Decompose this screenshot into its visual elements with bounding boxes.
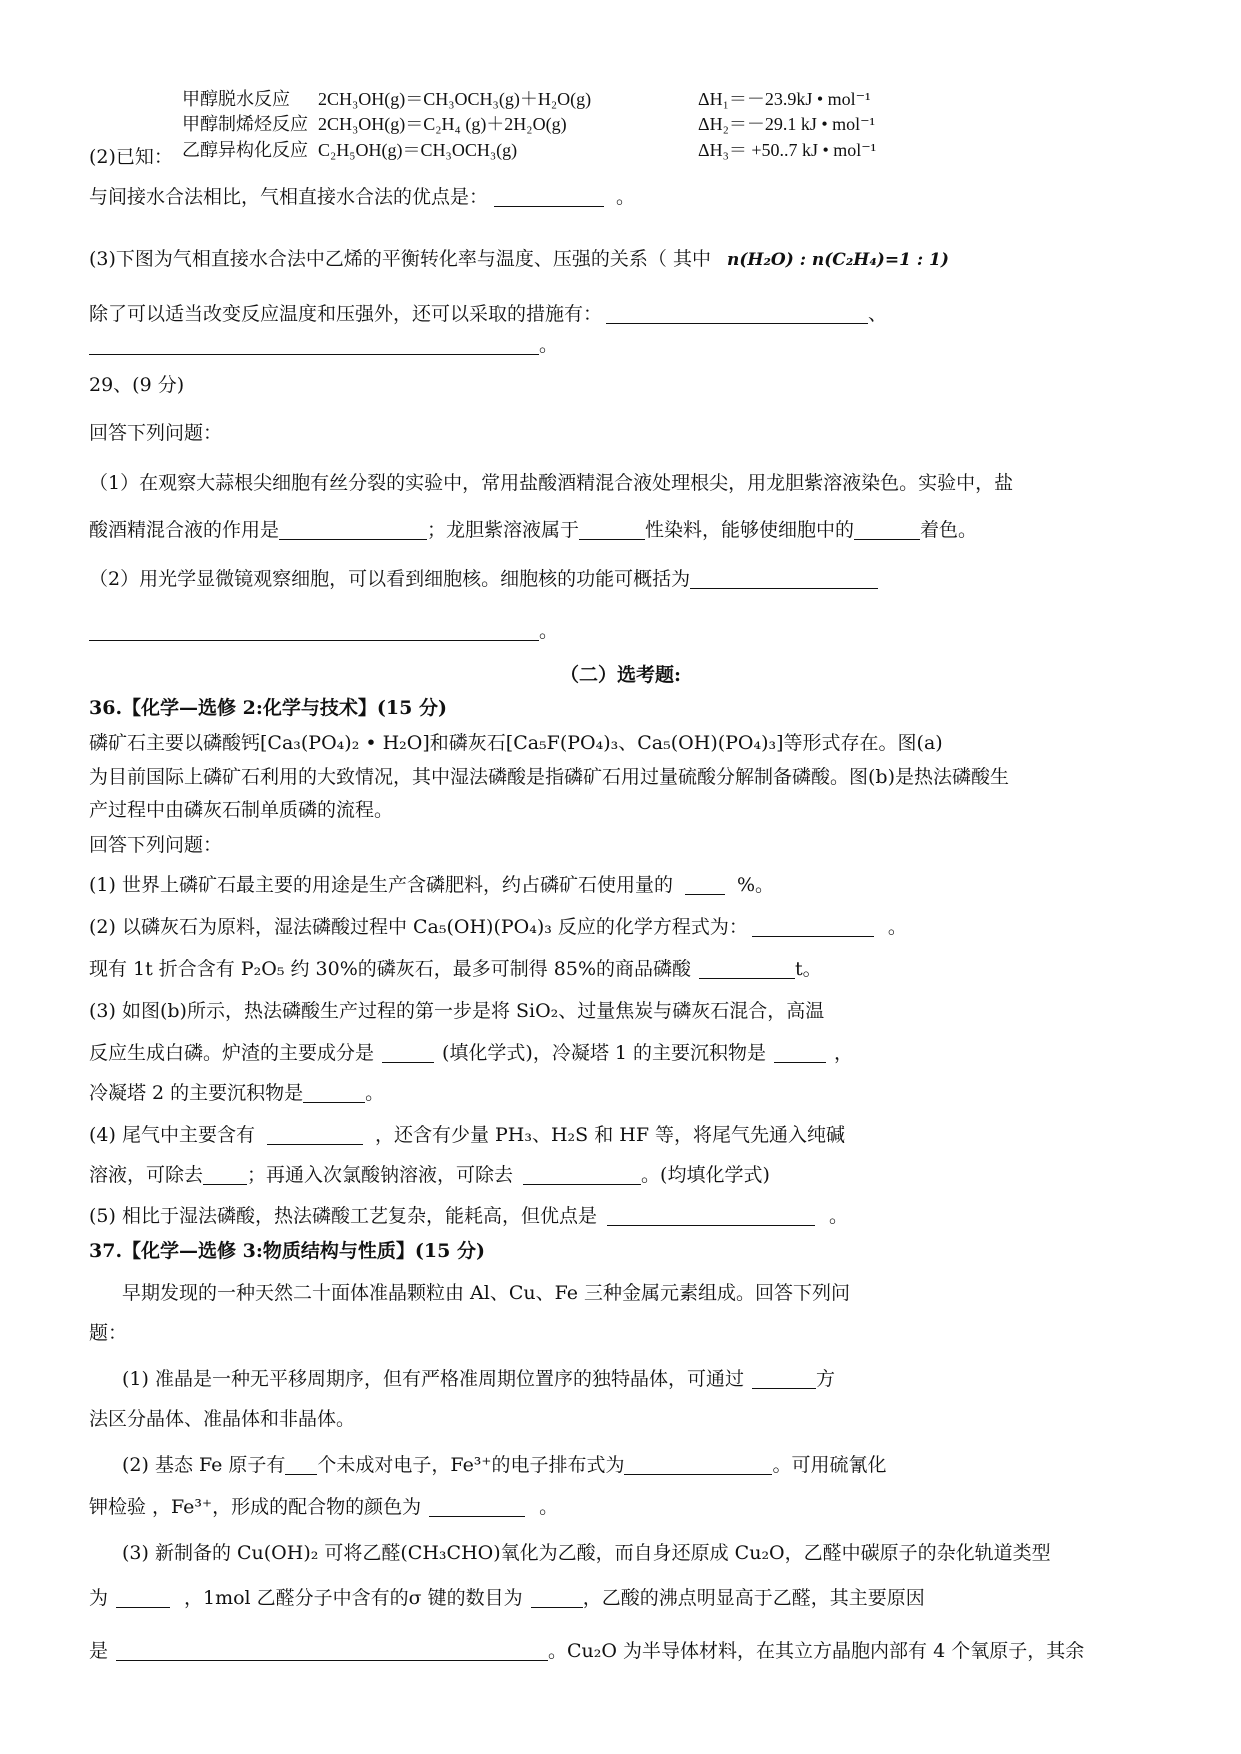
answer-blank[interactable] [854, 519, 920, 540]
q28-part3b [89, 301, 887, 327]
q36-sub2-cont-text: 现有 1t 折合含有 P₂O₅ 约 30%的磷灰石，最多可制得 85%的商品磷酸 [89, 958, 692, 980]
q36-sub4-text2: ，还含有少量 PH₃、H₂S 和 HF 等，将尾气先通入纯碱 [374, 1124, 846, 1146]
answer-blank[interactable] [523, 1164, 641, 1185]
q37-sub2-text4: 钾检验 ，Fe³⁺，形成的配合物的颜色为 [89, 1496, 422, 1518]
answer-blank[interactable] [774, 1042, 826, 1063]
q36-sub1-text: (1) 世界上磷矿石最主要的用途是生产含磷肥料，约占磷矿石使用量的 [89, 874, 673, 896]
q37-sub2 [122, 1452, 886, 1478]
q37-sub2-text3: 。可用硫氰化 [772, 1454, 887, 1476]
q37-line2: 题： [89, 1322, 128, 1344]
q36-sub3-cont2 [89, 1080, 384, 1106]
q28-part3a-text: (3)下图为气相直接水合法中乙烯的平衡转化率与温度、压强的关系（ 其中 [89, 248, 711, 270]
q29-part2 [89, 566, 878, 592]
q36-sub3: (3) 如图(b)所示，热法磷酸生产过程的第一步是将 SiO₂、过量焦炭与磷灰石混合，高温 [89, 1000, 825, 1022]
q36-sub3-text4: 冷凝塔 2 的主要沉积物是 [89, 1082, 304, 1104]
answer-blank[interactable] [494, 186, 604, 207]
answer-blank[interactable] [303, 1082, 365, 1103]
answer-blank[interactable] [382, 1042, 434, 1063]
q29-part1a: （1）在观察大蒜根尖细胞有丝分裂的实验中，常用盐酸酒精混合液处理根尖，用龙胆紫溶液染色。实验中，盐 [89, 472, 1014, 494]
q37-sub3-text1: 为 [89, 1587, 109, 1609]
q36-line4: 回答下列问题： [89, 834, 223, 856]
answer-blank[interactable] [606, 303, 868, 324]
answer-blank[interactable] [752, 1368, 816, 1389]
q37-sub2-text1: (2) 基态 Fe 原子有 [122, 1454, 286, 1476]
q36-sub3-text2: (填化学式)，冷凝塔 1 的主要沉积物是 [442, 1042, 767, 1064]
q29-intro: 回答下列问题： [89, 422, 223, 444]
answer-blank[interactable] [267, 1124, 363, 1145]
q37-sub3-text4: 是 [89, 1640, 109, 1662]
q28-part3a [89, 246, 949, 273]
q29-period: 。 [539, 620, 559, 642]
reaction-1-enthalpy: ΔH₁＝－23.9kJ • mol⁻¹ [698, 89, 871, 109]
q36-sub2-cont [89, 956, 822, 982]
q29-part1b-text3: 性染料，能够使细胞中的 [645, 519, 855, 541]
reaction-3-name: 乙醇异构化反应 [182, 140, 308, 160]
q36-sub4-text3: 溶液，可除去 [89, 1164, 204, 1186]
q29-title: 29、(9 分) [89, 374, 185, 396]
q36-sub3-text3: ， [834, 1042, 854, 1064]
answer-blank[interactable] [607, 1205, 815, 1226]
q28-part2 [89, 184, 635, 210]
q37-sub1-cont: 法区分晶体、准晶体和非晶体。 [89, 1408, 356, 1430]
reaction-1-name: 甲醇脱水反应 [182, 89, 290, 109]
q29-part2-text: （2）用光学显微镜观察细胞，可以看到细胞核。细胞核的功能可概括为 [89, 568, 691, 590]
q36-sub4 [89, 1122, 845, 1148]
answer-blank[interactable] [579, 519, 645, 540]
answer-blank[interactable] [116, 1640, 548, 1661]
q28-ratio: n(H₂O) : n(C₂H₄)=1 : 1) [727, 250, 949, 270]
q37-sub2-cont [89, 1494, 558, 1520]
q36-sub4-text4: ；再通入次氯酸钠溶液，可除去 [247, 1164, 514, 1186]
q28-known-label: (2)已知： [89, 146, 173, 168]
reaction-1-equation: 2CH₃OH(g)＝CH₃OCH₃(g)＋H₂O(g) [318, 89, 592, 109]
q37-sub3: (3) 新制备的 Cu(OH)₂ 可将乙醛(CH₃CHO)氧化为乙酸，而自身还原成 Cu₂O，乙醛中碳原子的杂化轨道类型 [122, 1542, 1051, 1564]
q37-sub1 [122, 1366, 835, 1392]
q29-part2-cont [89, 618, 558, 644]
reaction-2-name: 甲醇制烯烃反应 [182, 114, 308, 134]
reaction-3-enthalpy: ΔH₃＝ +50..7 kJ • mol⁻¹ [698, 140, 877, 160]
q36-sub2-unit: t。 [795, 958, 822, 980]
answer-blank[interactable] [685, 874, 725, 895]
q29-part1b-text1: 酸酒精混合液的作用是 [89, 519, 280, 541]
reaction-2-enthalpy: ΔH₂＝－29.1 kJ • mol⁻¹ [698, 114, 876, 134]
q36-sub2-text: (2) 以磷灰石为原料，湿法磷酸过程中 Ca₅(OH)(PO₄)₃ 反应的化学方程式为： [89, 916, 748, 938]
answer-blank[interactable] [285, 1454, 317, 1475]
q29-part1b [89, 517, 977, 543]
q36-sub1 [89, 872, 774, 898]
q36-sub3-text5: 。 [365, 1082, 385, 1104]
q36-sub4-cont [89, 1162, 770, 1188]
q36-sub2 [89, 914, 907, 940]
q37-sub3-text3: ，乙酸的沸点明显高于乙醛，其主要原因 [582, 1587, 925, 1609]
q36-sub1-unit: %。 [736, 874, 775, 896]
q36-line1: 磷矿石主要以磷酸钙[Ca₃(PO₄)₂ • H₂O]和磷灰石[Ca₅F(PO₄)₃、Ca₅(OH)(PO₄)₃]等形式存在。图(a) [89, 732, 943, 754]
q28-part2-period: 。 [616, 186, 636, 208]
q37-title: 37.【化学—选修 3:物质结构与性质】(15 分) [89, 1240, 485, 1262]
q36-sub4-text1: (4) 尾气中主要含有 [89, 1124, 255, 1146]
q28-period2: 。 [539, 334, 559, 356]
q36-sub3-text1: 反应生成白磷。炉渣的主要成分是 [89, 1042, 375, 1064]
answer-blank[interactable] [116, 1587, 170, 1608]
answer-blank[interactable] [624, 1454, 772, 1475]
q37-sub2-text2: 个未成对电子，Fe³⁺的电子排布式为 [317, 1454, 625, 1476]
q36-sub5 [89, 1203, 848, 1229]
q28-part3c [89, 332, 558, 358]
q37-sub3-cont2 [89, 1638, 1084, 1664]
answer-blank[interactable] [429, 1496, 525, 1517]
q37-sub3-text5: 。Cu₂O 为半导体材料，在其立方晶胞内部有 4 个氧原子，其余 [548, 1640, 1085, 1662]
answer-blank[interactable] [203, 1164, 247, 1185]
q28-sep: 、 [868, 303, 888, 325]
q36-sub5-text: (5) 相比于湿法磷酸，热法磷酸工艺复杂，能耗高，但优点是 [89, 1205, 597, 1227]
q36-line3: 产过程中由磷灰石制单质磷的流程。 [89, 799, 394, 821]
q29-part1b-text2: ；龙胆紫溶液属于 [427, 519, 580, 541]
answer-blank[interactable] [531, 1587, 583, 1608]
answer-blank[interactable] [752, 916, 874, 937]
q36-sub5-period: 。 [828, 1205, 848, 1227]
reaction-2-equation: 2CH₃OH(g)＝C₂H₄ (g)＋2H₂O(g) [318, 114, 567, 134]
q37-sub1-text: (1) 准晶是一种无平移周期序，但有严格准周期位置序的独特晶体，可通过 [122, 1368, 744, 1390]
q37-sub1-text2: 方 [815, 1368, 835, 1390]
answer-blank[interactable] [699, 958, 795, 979]
q37-sub3-cont [89, 1585, 925, 1611]
q37-line1: 早期发现的一种天然二十面体准晶颗粒由 Al、Cu、Fe 三种金属元素组成。回答下列问 [122, 1282, 851, 1304]
q29-part1b-text4: 着色。 [920, 519, 978, 541]
reaction-3-equation: C₂H₅OH(g)＝CH₃OCH₃(g) [318, 140, 518, 160]
q36-title: 36.【化学—选修 2:化学与技术】(15 分) [89, 697, 447, 719]
answer-blank[interactable] [690, 568, 878, 589]
section-heading: （二）选考题: [559, 664, 681, 686]
q28-part2-text: 与间接水合法相比，气相直接水合法的优点是： [89, 186, 489, 208]
q37-sub3-text2: ，1mol 乙醛分子中含有的σ 键的数目为 [184, 1587, 523, 1609]
answer-blank[interactable] [89, 334, 539, 355]
q36-sub3-cont [89, 1040, 853, 1066]
answer-blank[interactable] [89, 620, 539, 641]
q37-sub2-text5: 。 [539, 1496, 559, 1518]
q28-part3b-text: 除了可以适当改变反应温度和压强外，还可以采取的措施有： [89, 303, 603, 325]
q36-sub2-period: 。 [887, 916, 907, 938]
q36-line2: 为目前国际上磷矿石利用的大致情况，其中湿法磷酸是指磷矿石用过量硫酸分解制备磷酸。图(b)是热法磷酸生 [89, 766, 1009, 788]
q36-sub4-text5: 。(均填化学式) [641, 1164, 770, 1186]
answer-blank[interactable] [279, 519, 427, 540]
